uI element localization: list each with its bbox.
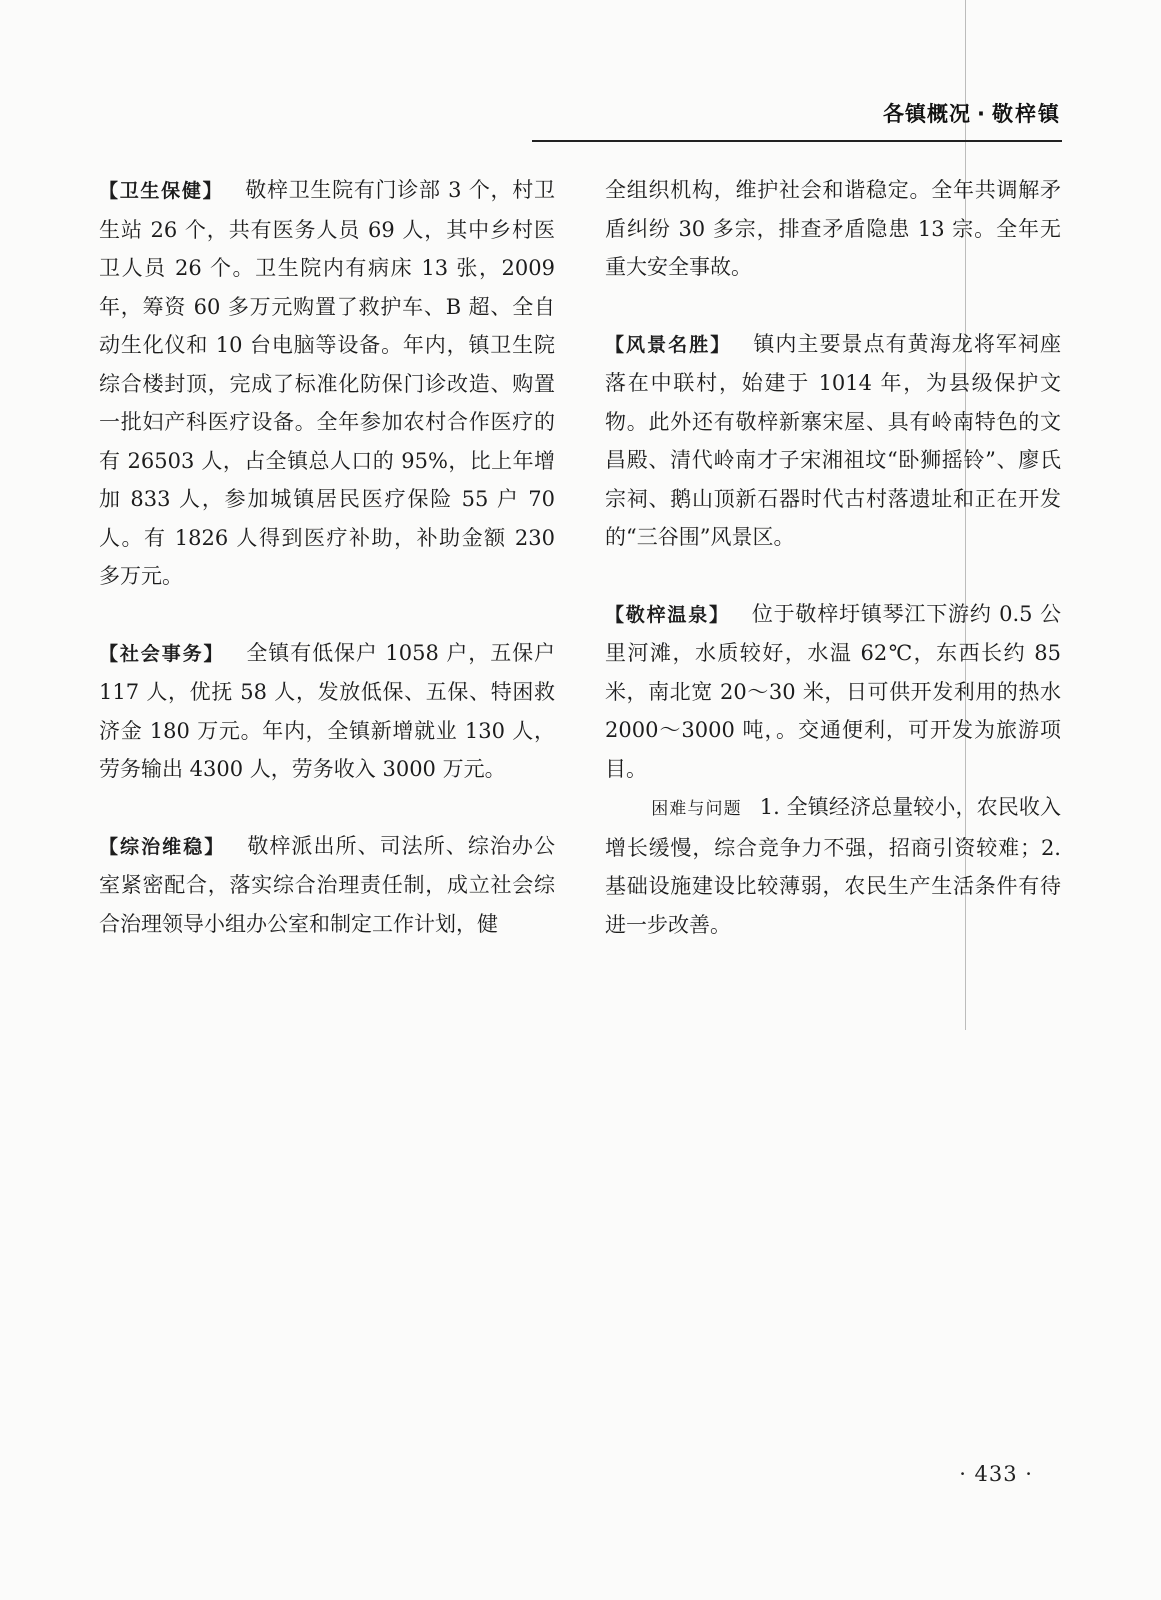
section-text: 敬梓派出所、司法所、综治办公室紧密配合，落实综合治理责任制，成立社会综合治理领导小组办公室和制定工作计划，健 <box>99 833 555 936</box>
left-column <box>99 171 555 943</box>
section-text: 镇内主要景点有黄海龙将军祠座落在中联村，始建于 1014 年，为县级保护文物。此外还有敬梓新寨宋屋、具有岭南特色的文昌殿、清代岭南才子宋湘祖坟“卧狮摇铃”、廖氏宗祠、鹅山顶新石器时代古村落遗址和正在开发的“三谷围”风景区。 <box>605 331 1061 549</box>
problems-text: 1. 全镇经济总量较小，农民收入增长缓慢，综合竞争力不强，招商引资较难；2. 基础设施建设比较薄弱，农民生产生活条件有待进一步改善。 <box>605 795 1062 937</box>
header-section: 各镇概况 <box>883 102 972 126</box>
section-text: 敬梓卫生院有门诊部 3 个，村卫生站 26 个，共有医务人员 69 人，其中乡村医卫人员 26 个。卫生院内有病床 13 张，2009 年，筹资 60 多万元购置了救护车、B 超、全自动生化仪和 10 台电脑等设备。年内，镇卫生院综合楼封顶，完成了标准化防保门诊改造、购置一批妇产科医疗设备。全年参加农村合作医疗的有 26503 人，占全镇总人口的 95%，比上年增加 833 人，参加城镇居民医疗保险 55 户 70 人。有 1826 人得到医疗补助，补助金额 230 多万元。 <box>99 178 555 588</box>
page-number: · 433 · <box>959 1462 1033 1486</box>
header-town: 敬梓镇 <box>992 101 1061 126</box>
section-heading: 【风景名胜】 <box>605 333 732 356</box>
section-health <box>99 171 555 596</box>
header-rule <box>532 140 1062 142</box>
section-social-affairs <box>99 634 555 789</box>
section-scenic-spots <box>605 325 1061 557</box>
section-hot-spring <box>605 595 1061 789</box>
section-heading: 【敬梓温泉】 <box>605 603 730 626</box>
section-heading: 【社会事务】 <box>99 642 225 665</box>
section-text: 位于敬梓圩镇琴江下游约 0.5 公里河滩，水质较好，水温 62℃，东西长约 85 米，南北宽 20～30 米，日可供开发利用的热水 2000～3000 吨，。交通便利，可开发为旅游项目。 <box>605 601 1061 781</box>
section-public-security <box>99 827 555 944</box>
section-text: 全镇有低保户 1058 户，五保户 117 人，优抚 58 人，发放低保、五保、特困救济金 180 万元。年内，全镇新增就业 130 人，劳务输出 4300 人，劳务收入 3000 万元。 <box>99 640 555 781</box>
section-problems <box>605 788 1061 944</box>
problems-heading: 困难与问题 <box>651 799 742 819</box>
continued-paragraph: 全组织机构，维护社会和谐稳定。全年共调解矛盾纠纷 30 多宗，排查矛盾隐患 13 宗。全年无重大安全事故。 <box>605 178 1061 279</box>
section-heading: 【卫生保健】 <box>99 180 224 202</box>
section-heading: 【综治维稳】 <box>99 835 226 858</box>
header-separator: · <box>977 102 986 126</box>
running-header <box>883 98 1061 128</box>
right-column <box>605 171 1061 944</box>
